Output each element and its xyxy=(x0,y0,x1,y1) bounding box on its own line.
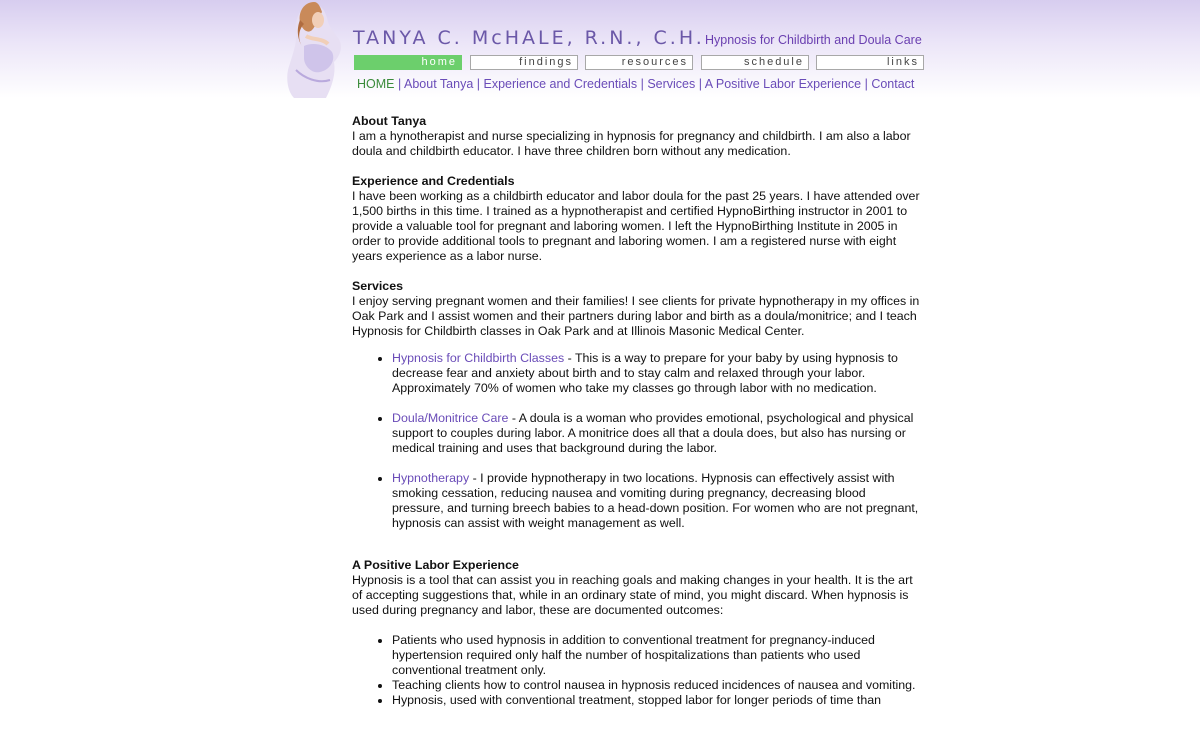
crumb-experience-link[interactable]: Experience and Credentials xyxy=(483,77,638,91)
crumb-services-link[interactable]: Services xyxy=(647,77,696,91)
main-content xyxy=(352,114,920,723)
list-item-text: - This is a way to prepare for your baby by using hypnosis to decrease fear and anxiety about birth and to stay calm and relaxed through your labor. Approximately 70% of women who take my classes go through labor with no medication. xyxy=(392,351,898,395)
site-name: TANYA C. McHALE, R.N., C.H. xyxy=(353,27,705,49)
crumb-contact-link[interactable]: Contact xyxy=(871,77,915,91)
nav-home-button[interactable]: home xyxy=(354,55,462,70)
experience-text: I have been working as a childbirth educator and labor doula for the past 25 years. I have attended over 1,500 births in this time. I trained as a hypnotherapist and certified HypnoBirthing instructor in 2001 to provide a valuable tool for pregnant and laboring women. I left the HypnoBirthing Institute in 2005 in order to provide additional tools to pregnant and laboring women. I am a registered nurse with eight years experience as a labor nurse. xyxy=(352,189,920,263)
nav-links-button[interactable]: links xyxy=(816,55,924,70)
list-item xyxy=(392,351,920,396)
list-item: • Teaching clients how to control nausea in hypnosis reduced incidences of nausea and vomiting. xyxy=(392,678,920,693)
services-heading: Services xyxy=(352,279,403,293)
list-item: • Patients who used hypnosis in addition to conventional treatment for pregnancy-induced hypertension required only half the number of hospitalizations than patients who used conventional treatment only. xyxy=(392,633,920,678)
experience-heading: Experience and Credentials xyxy=(352,174,515,188)
services-list xyxy=(352,351,920,531)
pregnant-woman-illustration xyxy=(282,0,352,98)
doula-care-link[interactable]: Doula/Monitrice Care xyxy=(392,411,509,425)
crumb-separator: | xyxy=(698,77,705,91)
nav-resources-button[interactable]: resources xyxy=(585,55,693,70)
crumb-about-link[interactable]: About Tanya xyxy=(404,77,474,91)
breadcrumb xyxy=(357,77,914,91)
hypnotherapy-link[interactable]: Hypnotherapy xyxy=(392,471,470,485)
tagline: Hypnosis for Childbirth and Doula Care xyxy=(705,33,922,47)
outcomes-list xyxy=(352,633,920,708)
crumb-labor-link[interactable]: A Positive Labor Experience xyxy=(704,77,862,91)
nav-findings-button[interactable]: findings xyxy=(470,55,578,70)
list-item-text: - I provide hypnotherapy in two locations. Hypnosis can effectively assist with smoking cessation, reducing nausea and vomiting during pregnancy, decreasing blood pressure, and turning breech babies to a head-down position. For women who are not pregnant, hypnosis can assist with weight management as well. xyxy=(392,471,919,530)
childbirth-classes-link[interactable]: Hypnosis for Childbirth Classes xyxy=(392,351,565,365)
nav-schedule-button[interactable]: schedule xyxy=(701,55,809,70)
list-item xyxy=(392,411,920,456)
crumb-separator: | xyxy=(864,77,872,91)
about-text: I am a hynotherapist and nurse specializing in hypnosis for pregnancy and childbirth. I am also a labor doula and childbirth educator. I have three children born without any medication. xyxy=(352,129,911,158)
labor-heading: A Positive Labor Experience xyxy=(352,558,519,572)
labor-text: Hypnosis is a tool that can assist you in reaching goals and making changes in your health. It is the art of accepting suggestions that, while in an ordinary state of mind, you might discard. When hypnosis is used during pregnancy and labor, these are documented outcomes: xyxy=(352,573,913,617)
list-item-text: - A doula is a woman who provides emotional, psychological and physical support to couples during labor. A monitrice does all that a doula does, but also has nursing or medical training and uses that background during the labor. xyxy=(392,411,914,455)
crumb-home-link[interactable]: HOME xyxy=(357,77,395,91)
list-item: • Hypnosis, used with conventional treatment, stopped labor for longer periods of time than xyxy=(392,693,920,708)
list-item xyxy=(392,471,920,531)
about-heading: About Tanya xyxy=(352,114,427,128)
services-text: I enjoy serving pregnant women and their families! I see clients for private hypnotherapy in my offices in Oak Park and I assist women and their partners during labor and birth as a doula/monitrice; and I teach Hypnosis for Childbirth classes in Oak Park and at Illinois Masonic Medical Center. xyxy=(352,294,920,338)
crumb-separator: | xyxy=(476,77,484,91)
crumb-separator: | xyxy=(640,77,648,91)
crumb-separator: | xyxy=(397,77,405,91)
